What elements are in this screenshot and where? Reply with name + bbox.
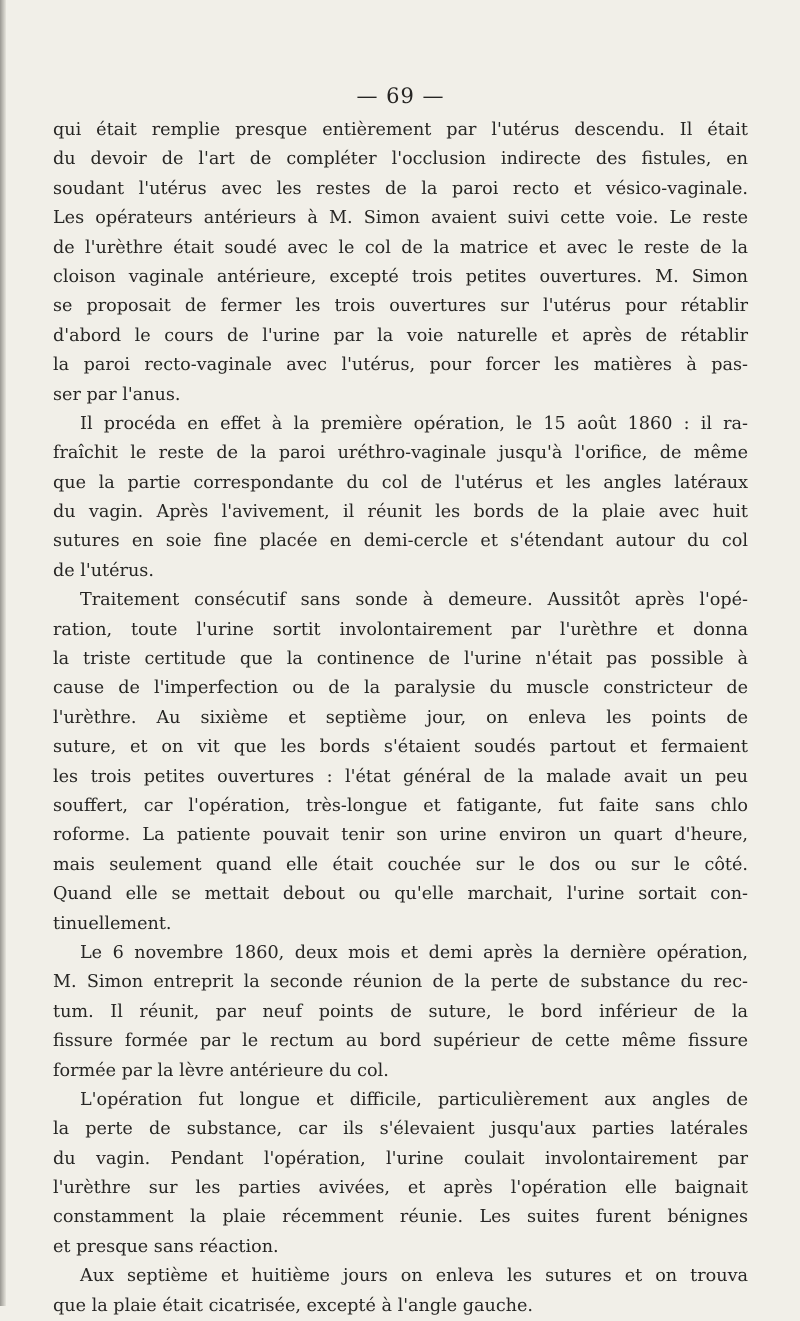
text-line: les trois petites ouvertures : l'état général de la malade avait un peu — [53, 766, 748, 787]
text-line: du vagin. Après l'avivement, il réunit les bords de la plaie avec huit — [53, 502, 748, 523]
text-line: sutures en soie fine placée en demi-cercle et s'étendant autour du col — [53, 531, 748, 552]
text-line: d'abord le cours de l'urine par la voie naturelle et après de rétablir — [53, 325, 748, 346]
text-line: cause de l'imperfection ou de la paralysie du muscle constricteur de — [53, 678, 748, 699]
text-line: Aux septième et huitième jours on enleva les sutures et on trouva — [80, 1266, 748, 1287]
text-line: du vagin. Pendant l'opération, l'urine coulait involontairement par — [53, 1148, 748, 1169]
text-line: l'urèthre. Au sixième et septième jour, on enleva les points de — [53, 707, 748, 728]
text-line: qui était remplie presque entièrement par l'utérus descendu. Il était — [53, 120, 748, 140]
text-line: du devoir de l'art de compléter l'occlusion indirecte des fistules, en — [53, 149, 748, 170]
text-line: tinuellement. — [53, 913, 172, 934]
text-line: se proposait de fermer les trois ouvertures sur l'utérus pour rétablir — [53, 296, 748, 317]
page-number: — 69 — — [356, 84, 445, 108]
text-line: L'opération fut longue et difficile, particulièrement aux angles de — [80, 1089, 748, 1110]
text-line: de l'urèthre était soudé avec le col de la matrice et avec le reste de la — [53, 237, 748, 258]
text-line: que la plaie était cicatrisée, excepté à l'angle gauche. — [53, 1295, 534, 1316]
text-line: ser par l'anus. — [53, 384, 181, 405]
text-line: de l'utérus. — [53, 560, 154, 581]
text-line: roforme. La patiente pouvait tenir son urine environ un quart d'heure, — [53, 825, 748, 846]
text-line: Le 6 novembre 1860, deux mois et demi après la dernière opération, — [80, 942, 748, 963]
text-line: que la partie correspondante du col de l'utérus et les angles latéraux — [53, 472, 748, 493]
text-line: fissure formée par le rectum au bord supérieur de cette même fissure — [53, 1031, 748, 1052]
text-line: mais seulement quand elle était couchée sur le dos ou sur le côté. — [53, 854, 748, 875]
text-line: constamment la plaie récemment réunie. Les suites furent bénignes — [53, 1207, 748, 1228]
text-line: Quand elle se mettait debout ou qu'elle marchait, l'urine sortait con- — [53, 884, 748, 905]
text-line: formée par la lèvre antérieure du col. — [53, 1060, 389, 1081]
page-edge-shadow — [0, 0, 6, 1306]
text-line: ration, toute l'urine sortit involontairement par l'urèthre et donna — [53, 619, 748, 640]
text-line: la perte de substance, car ils s'élevaient jusqu'aux parties latérales — [53, 1119, 748, 1140]
body-text — [53, 116, 748, 1321]
text-line: cloison vaginale antérieure, excepté trois petites ouvertures. M. Simon — [53, 266, 748, 287]
text-line: et presque sans réaction. — [53, 1236, 279, 1257]
text-line: Les opérateurs antérieurs à M. Simon avaient suivi cette voie. Le reste — [53, 208, 748, 229]
text-line: Traitement consécutif sans sonde à demeure. Aussitôt après l'opé- — [80, 590, 748, 611]
text-line: suture, et on vit que les bords s'étaient soudés partout et fermaient — [53, 737, 748, 758]
text-line: M. Simon entreprit la seconde réunion de la perte de substance du rec- — [53, 972, 748, 993]
text-line: tum. Il réunit, par neuf points de suture, le bord inférieur de la — [53, 1001, 748, 1022]
text-line: Il procéda en effet à la première opération, le 15 août 1860 : il ra- — [80, 413, 748, 434]
text-line: fraîchit le reste de la paroi uréthro-vaginale jusqu'à l'orifice, de même — [53, 443, 748, 464]
text-line: souffert, car l'opération, très-longue et fatigante, fut faite sans chlo — [53, 795, 748, 816]
text-line: soudant l'utérus avec les restes de la paroi recto et vésico-vaginale. — [53, 178, 748, 199]
text-line: la paroi recto-vaginale avec l'utérus, pour forcer les matières à pas- — [53, 355, 748, 376]
text-line: l'urèthre sur les parties avivées, et après l'opération elle baignait — [53, 1178, 748, 1199]
text-line: la triste certitude que la continence de l'urine n'était pas possible à — [53, 649, 748, 670]
